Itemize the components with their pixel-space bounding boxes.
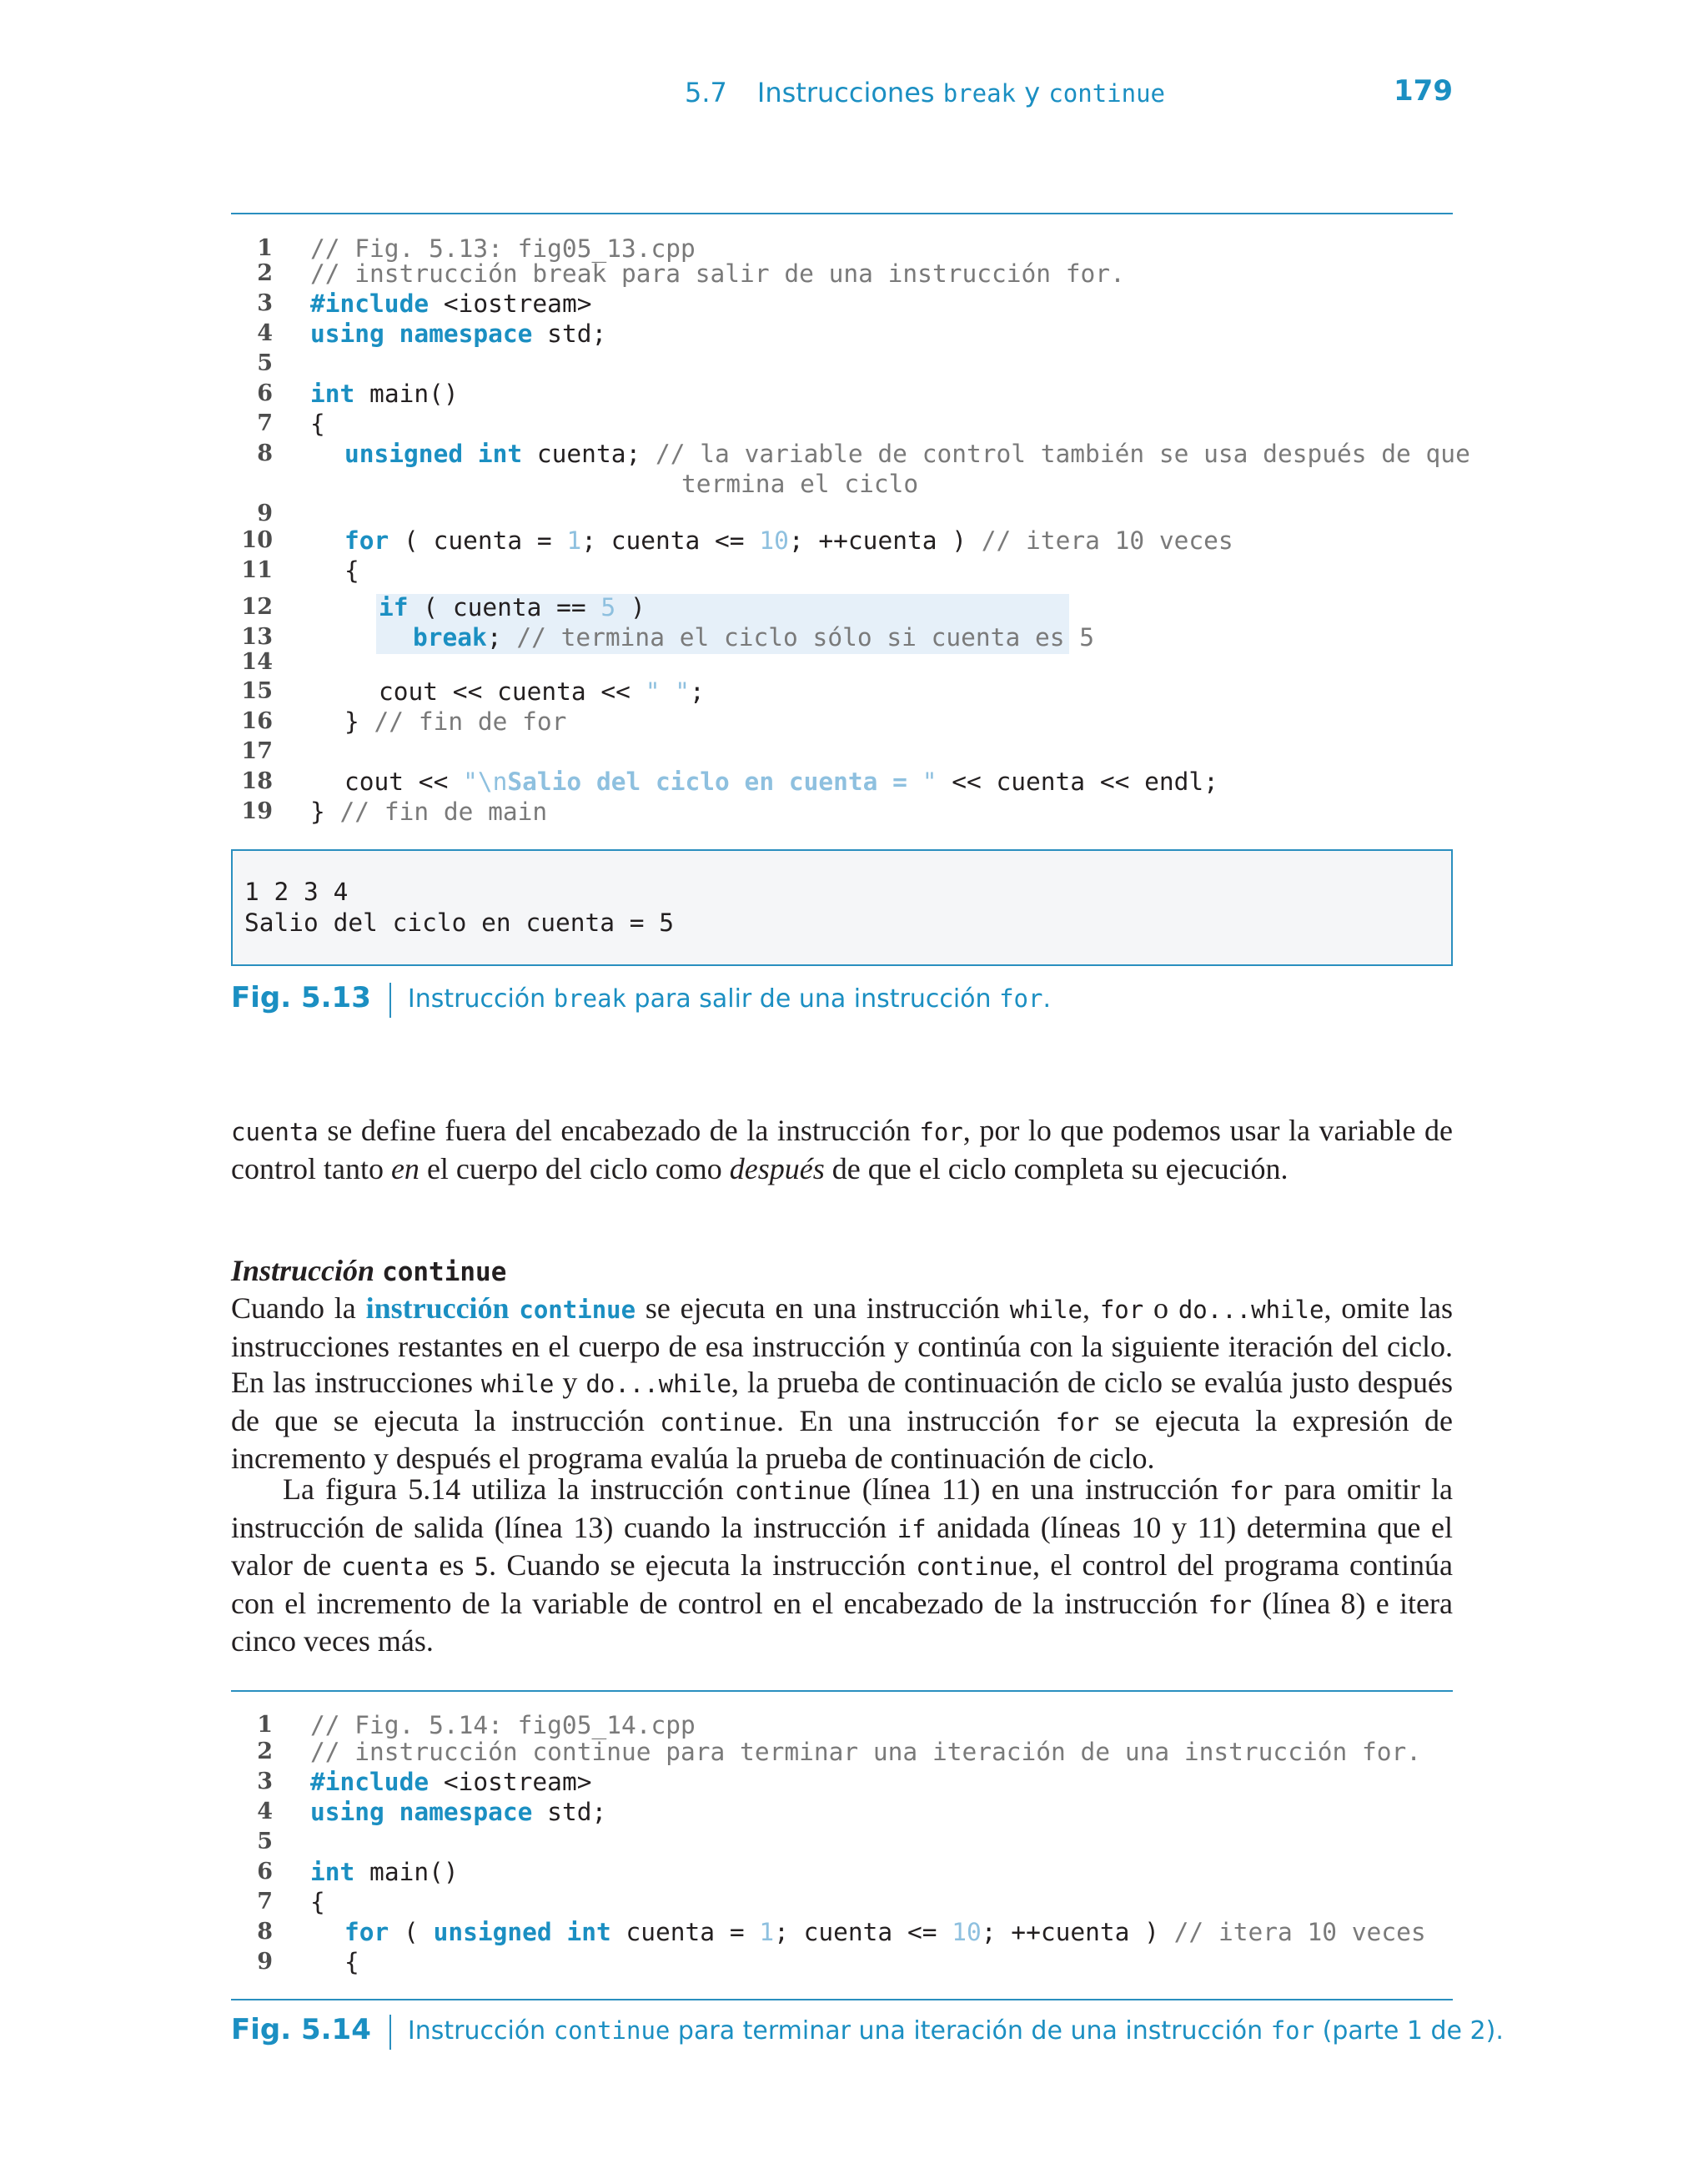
section-title-text: Instrucciones bbox=[756, 77, 935, 108]
number-literal: 5 bbox=[600, 593, 616, 621]
page-number: 179 bbox=[1394, 74, 1453, 108]
inline-code: continue bbox=[734, 1477, 851, 1505]
code-text: // Fig. 5.14: fig05_14.cpp bbox=[310, 1711, 696, 1739]
line-number: 8 bbox=[257, 1919, 273, 1945]
string-literal: \n bbox=[477, 767, 508, 796]
text-run: el cuerpo del ciclo como bbox=[419, 1151, 730, 1185]
line-number: 6 bbox=[257, 380, 273, 406]
line-number: 14 bbox=[241, 649, 273, 675]
code-text: // instrucción continue para terminar una iteración de una instrucción for. bbox=[310, 1738, 1422, 1766]
section-title bbox=[685, 77, 1165, 108]
caption-text: para salir de una instrucción bbox=[626, 984, 1000, 1014]
caption-text: Instrucción bbox=[407, 2016, 554, 2046]
string-literal: " bbox=[463, 767, 478, 796]
keyword: unsigned int bbox=[344, 440, 523, 468]
code-fragment: ; ++cuenta ) bbox=[788, 526, 982, 555]
text-run: (línea 11) en una instrucción bbox=[851, 1472, 1230, 1506]
code-fragment: std; bbox=[532, 320, 607, 348]
code-fragment: ( bbox=[389, 1918, 434, 1946]
code-fragment: ( cuenta = bbox=[389, 526, 567, 555]
code-comment: // fin de main bbox=[339, 798, 548, 826]
emphasis: después bbox=[729, 1151, 825, 1185]
line-number: 16 bbox=[241, 708, 273, 734]
code-text bbox=[344, 526, 1233, 556]
inline-code: continue bbox=[660, 1407, 777, 1437]
keyword: using namespace bbox=[310, 1798, 533, 1826]
output-line: Salio del ciclo en cuenta = 5 bbox=[244, 908, 675, 937]
inline-code: for bbox=[1229, 1477, 1273, 1505]
line-number: 6 bbox=[257, 1859, 273, 1885]
section-title-kw-continue: continue bbox=[1048, 79, 1165, 108]
line-number: 9 bbox=[257, 1949, 273, 1975]
keyword: using namespace bbox=[310, 320, 533, 348]
code-comment: // la variable de control también se usa después de que bbox=[656, 440, 1470, 468]
section-title-kw-break: break bbox=[942, 79, 1017, 108]
heading-text: Instrucción bbox=[231, 1254, 383, 1287]
code-fragment: ; ++cuenta ) bbox=[981, 1918, 1174, 1946]
inline-code: do...while bbox=[1178, 1296, 1324, 1324]
line-number: 2 bbox=[257, 1739, 273, 1764]
listing-514-bottom-rule bbox=[231, 1999, 1453, 2000]
line-number: 18 bbox=[241, 768, 273, 794]
keyword: break bbox=[413, 623, 487, 652]
line-number: 3 bbox=[257, 290, 273, 316]
code-text bbox=[310, 1767, 591, 1797]
code-fragment: cuenta; bbox=[522, 440, 656, 468]
code-comment: // fin de for bbox=[374, 707, 567, 736]
line-number: 4 bbox=[257, 1799, 273, 1824]
text-run: La figura 5.14 utiliza la instrucción bbox=[283, 1472, 735, 1506]
line-number: 19 bbox=[241, 798, 273, 824]
text-run: , por lo que podemos usar la variable de control tanto bbox=[231, 1114, 1453, 1185]
text-run: para omitir la instrucción de salida (línea 13) cuando la instrucción bbox=[231, 1472, 1453, 1544]
body-paragraph bbox=[231, 1113, 1453, 1187]
term-keyword: continue bbox=[519, 1296, 636, 1324]
program-output-box bbox=[231, 849, 1453, 966]
string-literal: " bbox=[922, 767, 937, 796]
string-literal: " " bbox=[645, 677, 690, 706]
code-fragment: ) bbox=[615, 593, 646, 621]
code-text bbox=[379, 592, 646, 622]
text-run: se ejecuta la expresión de incremento y después el programa evalúa la prueba de continuación de ciclo. bbox=[231, 1403, 1453, 1475]
body-paragraph bbox=[231, 1291, 1453, 1477]
text-run: o bbox=[1143, 1291, 1178, 1325]
line-number: 4 bbox=[257, 320, 273, 346]
listing-514-top-rule bbox=[231, 1690, 1453, 1692]
code-text bbox=[413, 622, 1094, 652]
code-text: // Fig. 5.13: fig05_13.cpp bbox=[310, 234, 696, 263]
caption-divider bbox=[389, 983, 391, 1018]
code-text bbox=[310, 797, 547, 827]
inline-code: while bbox=[1009, 1296, 1083, 1324]
code-text bbox=[379, 677, 705, 707]
string-literal: Salio del ciclo en cuenta = bbox=[507, 767, 922, 796]
code-fragment: ( cuenta == bbox=[408, 593, 601, 621]
inline-code: for bbox=[1208, 1590, 1252, 1619]
line-number: 3 bbox=[257, 1769, 273, 1794]
text-run: , la prueba de continuación de ciclo se evalúa justo después de que se ejecuta la instrucción bbox=[231, 1366, 1454, 1437]
code-text: { bbox=[310, 1888, 325, 1916]
figure-label: Fig. 5.14 bbox=[231, 2013, 371, 2046]
code-fragment: ; bbox=[690, 677, 705, 706]
line-number: 1 bbox=[257, 1712, 273, 1738]
body-paragraph bbox=[231, 1472, 1453, 1660]
keyword: for bbox=[344, 526, 389, 555]
code-text bbox=[344, 1917, 1426, 1947]
line-number: 5 bbox=[257, 1829, 273, 1854]
caption-keyword: for bbox=[999, 984, 1043, 1013]
code-fragment: } bbox=[310, 798, 340, 826]
code-comment: termina el ciclo bbox=[681, 470, 919, 498]
code-text: { bbox=[344, 1948, 359, 1976]
number-literal: 1 bbox=[759, 1918, 775, 1946]
code-fragment: ; cuenta <= bbox=[581, 526, 760, 555]
caption-keyword: for bbox=[1270, 2016, 1315, 2045]
line-number: 12 bbox=[241, 594, 273, 620]
inline-code: if bbox=[897, 1514, 927, 1543]
output-line: 1 2 3 4 bbox=[244, 878, 349, 906]
keyword: if bbox=[379, 593, 409, 621]
text-run: . En una instrucción bbox=[776, 1403, 1056, 1437]
inline-code: 5 bbox=[474, 1552, 490, 1581]
code-text bbox=[310, 379, 459, 409]
line-number: 2 bbox=[257, 260, 273, 286]
code-text: { bbox=[344, 556, 359, 585]
line-number: 13 bbox=[241, 624, 273, 650]
code-text: // instrucción break para salir de una instrucción for. bbox=[310, 259, 1125, 288]
code-text bbox=[344, 439, 1470, 469]
heading-keyword: continue bbox=[382, 1257, 507, 1287]
code-fragment: ; cuenta <= bbox=[774, 1918, 952, 1946]
code-text: { bbox=[310, 410, 325, 438]
text-run: anidada (líneas 10 y 11) determina que el valor de bbox=[231, 1510, 1454, 1582]
code-text bbox=[310, 1797, 606, 1827]
inline-code: cuenta bbox=[341, 1552, 430, 1581]
text-run: es bbox=[429, 1548, 475, 1582]
number-literal: 10 bbox=[952, 1918, 982, 1946]
caption-text: Instrucción bbox=[407, 984, 554, 1014]
inline-code: do...while bbox=[585, 1370, 732, 1398]
line-number: 5 bbox=[257, 350, 273, 376]
code-text bbox=[310, 289, 591, 319]
code-fragment: cuenta = bbox=[610, 1918, 760, 1946]
line-number: 1 bbox=[257, 235, 273, 261]
keyword: int bbox=[310, 380, 355, 408]
line-number: 7 bbox=[257, 410, 273, 436]
code-text bbox=[344, 707, 566, 737]
line-number: 8 bbox=[257, 440, 273, 466]
code-comment: // termina el ciclo sólo si cuenta es 5 bbox=[516, 623, 1095, 652]
section-heading bbox=[231, 1253, 506, 1288]
keyword: unsigned int bbox=[433, 1918, 611, 1946]
code-listing-fig-5-14 bbox=[231, 1710, 1453, 1977]
keyword: for bbox=[344, 1918, 389, 1946]
inline-code: continue bbox=[916, 1552, 1033, 1581]
caption-text: para terminar una iteración de una instrucción bbox=[670, 2016, 1271, 2046]
figure-label: Fig. 5.13 bbox=[231, 981, 371, 1014]
number-literal: 10 bbox=[759, 526, 789, 555]
inline-code: for bbox=[1055, 1407, 1100, 1437]
inline-code: while bbox=[481, 1370, 555, 1398]
keyword: #include bbox=[310, 289, 430, 318]
code-fragment: main() bbox=[354, 380, 459, 408]
text-run: de que el ciclo completa su ejecución. bbox=[824, 1151, 1289, 1185]
inline-code: cuenta bbox=[231, 1118, 319, 1146]
code-fragment: <iostream> bbox=[429, 289, 592, 318]
code-comment: // itera 10 veces bbox=[981, 526, 1233, 555]
caption-keyword: continue bbox=[553, 2016, 671, 2045]
text-run: , bbox=[1083, 1291, 1100, 1325]
glossary-term-continue bbox=[366, 1291, 636, 1325]
code-text bbox=[310, 319, 606, 349]
code-listing-fig-5-13 bbox=[231, 234, 1470, 834]
code-fragment: <iostream> bbox=[429, 1768, 592, 1796]
text-run: , omite las instrucciones restantes en el cuerpo de esa instrucción y continúa con la siguiente iteración del ciclo. En las instrucciones bbox=[231, 1291, 1454, 1399]
code-fragment: } bbox=[344, 707, 374, 736]
text-run: Cuando la bbox=[231, 1291, 366, 1325]
text-run: se define fuera del encabezado de la instrucción bbox=[318, 1114, 920, 1147]
line-number: 9 bbox=[257, 501, 273, 526]
caption-divider bbox=[389, 2015, 391, 2050]
term-text: instrucción bbox=[365, 1291, 520, 1325]
caption-text: . bbox=[1042, 984, 1052, 1014]
keyword: #include bbox=[310, 1768, 430, 1796]
keyword: int bbox=[310, 1858, 355, 1886]
code-fragment: std; bbox=[532, 1798, 607, 1826]
figure-caption-5-14 bbox=[231, 2013, 1504, 2050]
line-number: 11 bbox=[241, 557, 273, 583]
caption-keyword: break bbox=[553, 984, 627, 1013]
text-run: . Cuando se ejecuta la instrucción bbox=[489, 1548, 917, 1582]
emphasis: en bbox=[390, 1151, 419, 1185]
text-run: (línea 8) e itera cinco veces más. bbox=[231, 1586, 1453, 1658]
code-fragment: cout << bbox=[344, 767, 464, 796]
line-number: 7 bbox=[257, 1889, 273, 1915]
text-run: y bbox=[554, 1366, 586, 1399]
inline-code: for bbox=[1099, 1296, 1144, 1324]
running-header bbox=[0, 74, 1453, 127]
listing-513-top-rule bbox=[231, 213, 1453, 214]
caption-text: (parte 1 de 2). bbox=[1314, 2016, 1504, 2046]
code-comment: // itera 10 veces bbox=[1173, 1918, 1426, 1946]
code-text bbox=[344, 767, 1218, 797]
section-number: 5.7 bbox=[684, 77, 727, 108]
code-fragment: main() bbox=[354, 1858, 459, 1886]
text-run: se ejecuta en una instrucción bbox=[635, 1291, 1010, 1325]
line-number: 10 bbox=[241, 527, 273, 553]
section-title-y: y bbox=[1024, 77, 1041, 108]
code-fragment: ; bbox=[486, 623, 517, 652]
figure-caption-5-13 bbox=[231, 981, 1051, 1018]
line-number: 17 bbox=[241, 738, 273, 764]
text-run: , el control del programa continúa con el incremento de la variable de control en el encabezado de la instrucción bbox=[231, 1548, 1454, 1620]
code-fragment: cout << cuenta << bbox=[379, 677, 646, 706]
number-literal: 1 bbox=[566, 526, 582, 555]
line-number: 15 bbox=[241, 678, 273, 704]
inline-code: for bbox=[919, 1118, 963, 1146]
code-text bbox=[310, 1857, 459, 1887]
code-fragment: << cuenta << endl; bbox=[937, 767, 1218, 796]
